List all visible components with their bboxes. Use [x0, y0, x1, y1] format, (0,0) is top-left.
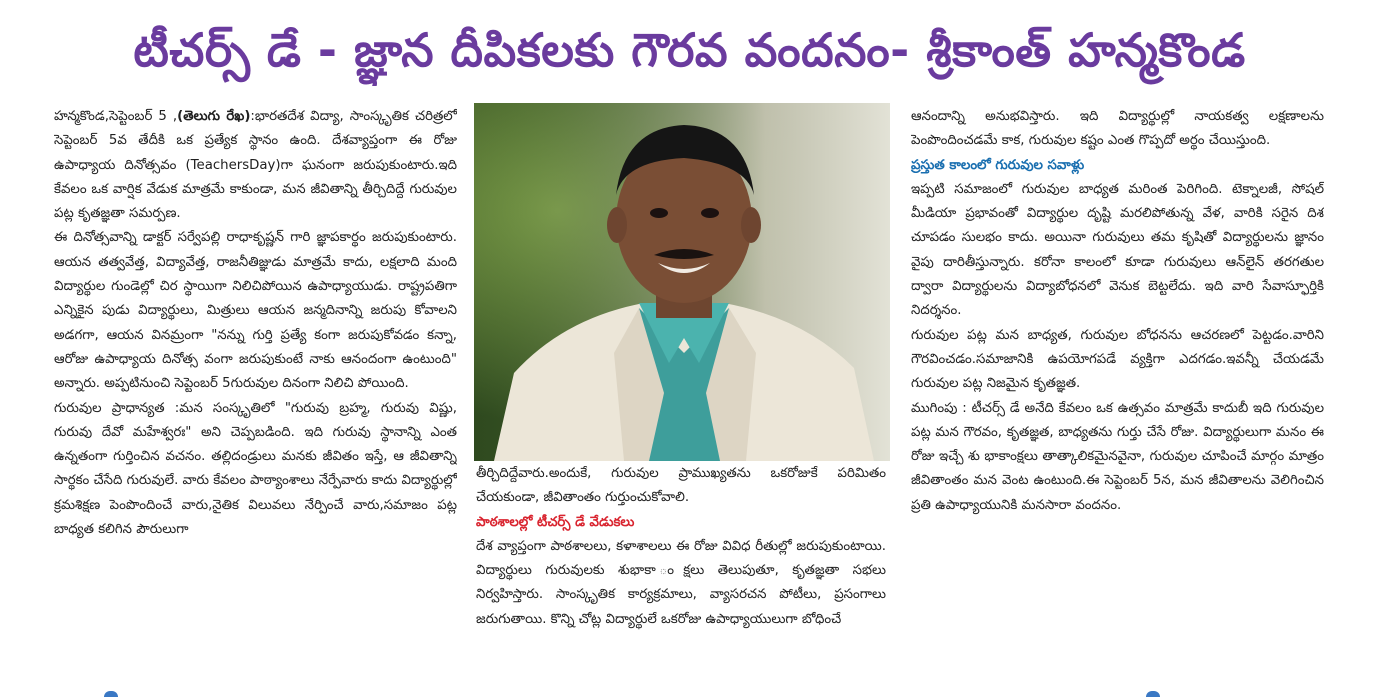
right-column: [911, 105, 1324, 685]
paragraph: ఇప్పటి సమాజంలో గురువుల బాధ్యత మరింత పెరిగింది. టెక్నాలజీ, సోషల్ మీడియా ప్రభావంతో విద్యార్థుల దృష్టి మరలిపోతున్న వేళ, వారికి సరైన దిశ చూపడం సులభం కాదు. అయినా గురువులు తమ కృషితో విద్యార్థులను జ్ఞానం వైపు దారితీస్తున్నారు. కరోనా కాలంలో కూడా గురువులు ఆన్‌లైన్ తరగతుల ద్వారా విద్యార్థులను విద్యాబోధనలో వెనుక బెట్టలేదు. ఇది వారి సేవాస్ఫూర్తికి నిదర్శనం.: [911, 181, 1324, 319]
paragraph: గురువుల ప్రాధాన్యత :మన సంస్కృతిలో "గురువు బ్రహ్మ, గురువు విష్ణు, గురువు దేవో మహేశ్వరః" అని చెప్పబడింది. ఇది గురువు స్థానాన్ని ఎంత ఉన్నతంగా గుర్తించిన వచనం. తల్లిదండ్రులు మనకు జీవితం ఇస్తే, ఆ జీవితాన్ని సార్థకం చేసేది గురువులే. వారు కేవలం పాఠ్యాంశాలు నేర్పేవారు కాదు విద్యార్థుల్లో క్రమశిక్షణ పెంపొందించే వారు,నైతిక విలువలు నేర్పించే వారు,సమాజం పట్ల బాధ్యత కలిగిన పౌరులుగా: [54, 400, 457, 538]
paragraph: తీర్చిదిద్దేవారు.అందుకే, గురువుల ప్రాముఖ్యతను ఒకరోజుకే పరిమితం చేయకుండా, జీవితాంతం గుర్తుంచుకోవాలి.: [476, 466, 886, 506]
paragraph: దేశ వ్యాప్తంగా పాఠశాలలు, కళాశాలలు ఈ రోజు వివిధ రీతుల్లో జరుపుకుంటాయి. విద్యార్థులు గురువులకు శుభాకా ంక్షలు తెలుపుతూ, కృతజ్ఞతా సభలు నిర్వహిస్తారు. సాంస్కృతిక కార్యక్రమాలు, వ్యాసరచన పోటీలు, ప్రసంగాలు జరుగుతాయి. కొన్ని చోట్ల విద్యార్థులే ఒకరోజు ఉపాధ్యాయులుగా బోధించే: [476, 538, 886, 627]
dateline: హన్మకొండ,సెప్టెంబర్ 5 ,: [54, 109, 178, 124]
paragraph: ఈ దినోత్సవాన్ని డాక్టర్ సర్వేపల్లి రాధాకృష్ణన్ గారి జ్ఞాపకార్థం జరుపుకుంటారు. ఆయన తత్వవేత్త, విద్యావేత్త, రాజనీతిజ్ఞుడు మాత్రమే కాదు, లక్షలాది మంది విద్యార్థుల గుండెల్లో చిర స్థాయిగా నిలిచిపోయిన ఉపాధ్యాయుడు. రాష్ట్రపతిగా ఎన్నికైన పుడు విద్యార్థులు, మిత్రులు ఆయన జన్మదినాన్ని జరుపు కోవాలని అడగగా, ఆయన వినమ్రంగా "నన్ను గుర్తి ప్రత్యే కంగా జరుపుకోవడం కన్నా, ఆరోజు ఉపాధ్యాయ దినోత్స వంగా జరుపుకుంటే నాకు ఆనందంగా ఉంటుంది" అన్నారు. అప్పటినుంచి సెప్టెంబర్ 5గురువుల దినంగా నిలిచి పోయింది.: [54, 230, 457, 392]
paragraph: గురువుల పట్ల మన బాధ్యత, గురువుల బోధనను ఆచరణలో పెట్టడం.వారిని గౌరవించడం.సమాజానికి ఉపయోగపడే వ్యక్తిగా ఎదగడం.ఇవన్నీ చేయడమే గురువుల పట్ల నిజమైన కృతజ్ఞత.: [911, 327, 1324, 392]
section-subhead: పాఠశాలల్లో టీచర్స్ డే వేడుకలు: [476, 514, 635, 530]
source-credit: (తెలుగు రేఖ): [177, 109, 251, 124]
page-corner-mark: [104, 691, 118, 697]
paragraph: ముగింపు : టీచర్స్ డే అనేది కేవలం ఒక ఉత్సవం మాత్రమే కాదుబీ ఇది గురువుల పట్ల మన గౌరవం, కృతజ్ఞత, బాధ్యతను గుర్తు చేసే రోజు. విద్యార్థులుగా మనం ఈ రోజు ఇచ్చే శు భాకాంక్షలు తాత్కాలికమైనవైనా, గురువుల చూపించే మార్గం మాత్రం జీవితాంతం మన వెంట ఉంటుంది.ఈ సెప్టెంబర్ 5న, మన జీవితాలను వెలిగించిన ప్రతి ఉపాధ్యాయునికి మనసారా వందనం.: [911, 400, 1324, 513]
lead-paragraph: [54, 105, 457, 226]
left-column: [54, 105, 457, 685]
portrait-image: [474, 103, 890, 461]
section-subhead: ప్రస్తుత కాలంలో గురువుల సవాళ్లు: [911, 157, 1085, 173]
paragraph-text: :భారతదేశ విద్యా, సాంస్కృతిక చరిత్రలో సెప్టెంబర్ 5వ తేదీకి ఒక ప్రత్యేక స్థానం ఉంది. దేశవ్యాప్తంగా ఈ రోజు ఉపాధ్యాయ దినోత్సవం (TeachersDay)గా ఘనంగా జరుపుకుంటారు.ఇది కేవలం ఒక వార్షిక వేడుక మాత్రమే కాకుండా, మన జీవితాన్ని తీర్చిదిద్దే గురువుల పట్ల కృతజ్ఞతా సమర్పణ.: [54, 109, 457, 222]
portrait-photo: [474, 103, 890, 461]
paragraph: ఆనందాన్ని అనుభవిస్తారు. ఇది విద్యార్థుల్లో నాయకత్వ లక్షణాలను పెంపొందించడమే కాక, గురువుల కష్టం ఎంత గొప్పదో అర్థం చేయిస్తుంది.: [911, 109, 1324, 149]
article-headline: టీచర్స్ డే - జ్ఞాన దీపికలకు గౌరవ వందనం- శ్రీకాంత్ హన్మకొండ: [133, 23, 1246, 77]
middle-column: [476, 462, 886, 692]
page-corner-mark: [1146, 691, 1160, 697]
